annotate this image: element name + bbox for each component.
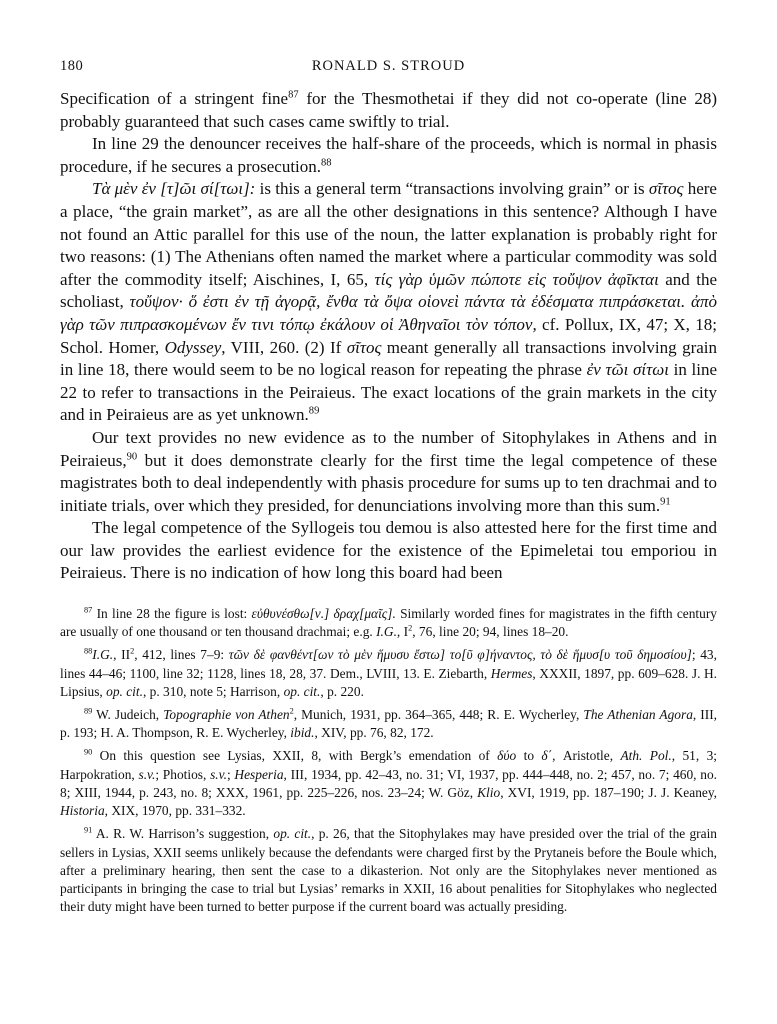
citation-abbrev: ibid. xyxy=(290,725,315,741)
text-run: Specification of a stringent fine xyxy=(60,89,289,108)
text-run: , III, 1934, pp. 42–43, no. 31; VI, 1937, pp. 444–448, no. 2; 457, no. 7; 460, no. 8; XIII, 1944, p. 243, no. 8; XXX, 1961, pp. 225–226, nos. 23–24; W. Göz, xyxy=(60,766,717,800)
footnote-ref-90: 90 xyxy=(126,450,138,462)
work-title: Topographie von Athen xyxy=(163,707,290,723)
citation-abbrev: s.v. xyxy=(210,766,227,782)
text-run: , p. 310, note 5; Harrison, xyxy=(142,683,284,699)
paragraph-2 xyxy=(60,133,717,178)
text-run: , II xyxy=(113,647,131,663)
work-title: Hermes xyxy=(490,665,533,681)
text-run: A. R. W. Harrison’s suggestion, xyxy=(92,826,274,842)
greek-text: ἐν τῶι σίτωι xyxy=(586,360,669,380)
footnote-number: 89 xyxy=(84,706,93,716)
edition-sup: 2 xyxy=(408,623,413,633)
text-run: , XIV, pp. 76, 82, 172. xyxy=(314,725,434,741)
text-run: W. Judeich, xyxy=(92,707,164,723)
body-text xyxy=(60,88,717,585)
text-run: , p. 26, that the Sitophylakes may have presided over the trial of the grain sellers in Lysias, XXII seems unlikely because the defendants were charged first by the Prytaneis before the Boule which, after a preliminary hearing, then sent the case to a dikasterion. Not only are the Sitophylakes never mentioned as participants in bringing the case to trial but Lysias’ remarks in XXII, 16 about penalities for Sitophylakes who neglected their duty might have been turned to better purpose if the current board was actually presiding. xyxy=(60,826,717,915)
text-run: , I xyxy=(396,624,409,640)
text-run: here a place, “the grain market”, as are all the other designations in this sentence? Although I have not found an Attic parallel for this use of the noun, the latter explanation is probably right for two reasons: (1) The Athenians often named the market where a particular commodity was sold after the commodity itself; Aischines, I, 65, xyxy=(60,179,717,289)
text-run: On this question see Lysias, XXII, 8, with Bergk’s emendation of xyxy=(92,748,498,764)
footnote-89 xyxy=(60,706,717,742)
footnote-number: 88 xyxy=(84,647,93,656)
text-run: In line 28 the figure is lost: xyxy=(92,606,252,622)
footnote-ref-88: 88 xyxy=(321,157,332,169)
edition-sup: 2 xyxy=(289,706,294,716)
footnote-91 xyxy=(60,825,717,916)
text-run: , 51, 3; Harpokration, xyxy=(60,748,717,782)
text-run: meant generally all transactions involving grain in line 18, there would seem to be no logical reason for repeating the phrase xyxy=(60,337,717,380)
footnote-number: 90 xyxy=(84,748,93,758)
work-title: Klio xyxy=(477,784,501,800)
paragraph-1 xyxy=(60,88,717,133)
footnotes xyxy=(60,605,717,916)
footnote-90 xyxy=(60,747,717,820)
work-title: Historia xyxy=(60,803,105,819)
greek-text: εὐθυνέσθω[ν.] δραχ[μαῖς]. xyxy=(251,606,396,622)
footnote-ref-89: 89 xyxy=(308,405,320,417)
text-run: , Munich, 1931, pp. 364–365, 448; R. E. Wycherley, xyxy=(293,707,584,723)
page xyxy=(60,46,717,921)
running-title: RONALD S. STROUD xyxy=(311,58,466,74)
text-run: in line 22 to refer to transactions in the Peiraieus. The exact locations of the grain markets in the city and in Peiraieus are as yet unknown. xyxy=(60,360,718,425)
text-run: for the Thesmothetai if they did not co-operate (line 28) probably guaranteed that such cases came swiftly to trial. xyxy=(60,89,717,131)
text-run: , VIII, 260. (2) If xyxy=(221,337,347,357)
citation-abbrev: op. cit. xyxy=(106,683,143,699)
text-run: , 412, lines 7–9: xyxy=(134,647,229,663)
text-run: Similarly worded fines for magistrates in the fifth century are usually of one thousand or ten thousand drachmai; e.g. xyxy=(60,606,717,640)
text-run: but it does demonstrate clearly for the first time the legal competence of these magistrates both to deal independently with phasis procedure for sums up to ten drachmai and to initiate trials, over which they presided, for denunciations involving more than this sum. xyxy=(60,450,717,515)
greek-text: δύο xyxy=(497,748,517,764)
work-title: Ath. Pol. xyxy=(620,748,672,764)
text-run: , p. 220. xyxy=(320,683,364,699)
text-run: , XVI, 1919, pp. 187–190; J. J. Keaney, xyxy=(500,784,718,800)
text-run: Our text provides no new evidence as to the number of Sitophylakes in Athens and in Peiraieus, xyxy=(60,427,717,470)
footnote-number: 87 xyxy=(84,605,93,615)
work-title: Hesperia xyxy=(234,766,284,782)
greek-text: τοὔψον· ὅ ἐστι ἐν τῇ ἀγορᾷ, ἔνθα τὰ ὄψα οἱονεὶ πάντα τὰ ἐδέσματα πιπράσκεται. ἀπὸ γὰρ τῶν πιπρασκομένων ἔν τινι τόπῳ ἐκάλουν οἱ Ἀθηναῖοι τὸν τόπον, xyxy=(60,292,717,334)
text-run: cf. Pollux, IX, 47; X, 18; Schol. Homer, xyxy=(60,314,717,357)
text-run: to xyxy=(516,748,542,764)
citation-abbrev: I.G. xyxy=(92,647,114,663)
text-run: , III, p. 193; H. A. Thompson, R. E. Wycherley, xyxy=(60,707,718,741)
text-run: In line 29 the denouncer receives the half-share of the proceeds, which is normal in phasis procedure, if he secures a prosecution. xyxy=(60,134,717,176)
text-run: , XIX, 1970, pp. 331–332. xyxy=(104,803,246,819)
text-run: and the scholiast, xyxy=(60,269,717,312)
text-run: , 76, line 20; 94, lines 18–20. xyxy=(412,624,569,640)
citation-abbrev: s.v. xyxy=(138,766,156,782)
citation-abbrev: op. cit. xyxy=(283,683,321,699)
footnote-ref-91: 91 xyxy=(660,496,671,508)
citation-abbrev: I.G. xyxy=(376,624,397,640)
text-run: , XXXII, 1897, pp. 609–628. J. H. Lipsius, xyxy=(60,665,717,699)
edition-sup: 2 xyxy=(130,647,135,656)
paragraph-5 xyxy=(60,517,717,585)
text-run: ; xyxy=(226,766,235,782)
footnote-ref-87: 87 xyxy=(288,89,299,101)
greek-text: τῶν δὲ φανθέντ[ων τὸ μὲν ἥμυσυ ἔστω] το[ῦ φ]ήναντος, τὸ δὲ ἥμυσ[υ τοῦ δημοσίου] xyxy=(228,647,692,663)
greek-text: σῖτος xyxy=(648,179,684,199)
text-run: The legal competence of the Syllogeis tou demou is also attested here for the first time and our law provides the earliest evidence for the existence of the Epimeletai tou emporiou in Peiraieus. There is no indication of how long this board had been xyxy=(60,518,717,583)
greek-text: Τὰ μὲν ἐν [τ]ῶι σί[τωι]: xyxy=(92,179,256,199)
greek-text: τίς γὰρ ὑμῶν πώποτε εἰς τοὔψον ἀφῖκται xyxy=(374,269,659,289)
paragraph-3 xyxy=(60,178,717,427)
greek-text: δ΄ xyxy=(541,748,553,764)
footnote-number: 91 xyxy=(84,825,93,835)
text-run: ; Photios, xyxy=(155,766,211,782)
text-run: ; 43, lines 44–46; 1100, line 32; 1128, lines 18, 28, 37. Dem., LVIII, 13. E. Ziebarth, xyxy=(60,647,717,681)
footnote-88 xyxy=(60,646,717,701)
paragraph-4 xyxy=(60,427,717,517)
page-number: 180 xyxy=(60,58,84,74)
footnote-87 xyxy=(60,605,717,641)
work-title: Odyssey xyxy=(164,337,222,357)
running-head xyxy=(60,46,717,74)
work-title: The Athenian Agora xyxy=(583,707,693,723)
citation-abbrev: op. cit. xyxy=(273,826,312,842)
text-run: , Aristotle, xyxy=(552,748,621,764)
greek-text: σῖτος xyxy=(346,337,382,357)
text-run: is this a general term “transactions involving grain” or is xyxy=(255,179,649,199)
